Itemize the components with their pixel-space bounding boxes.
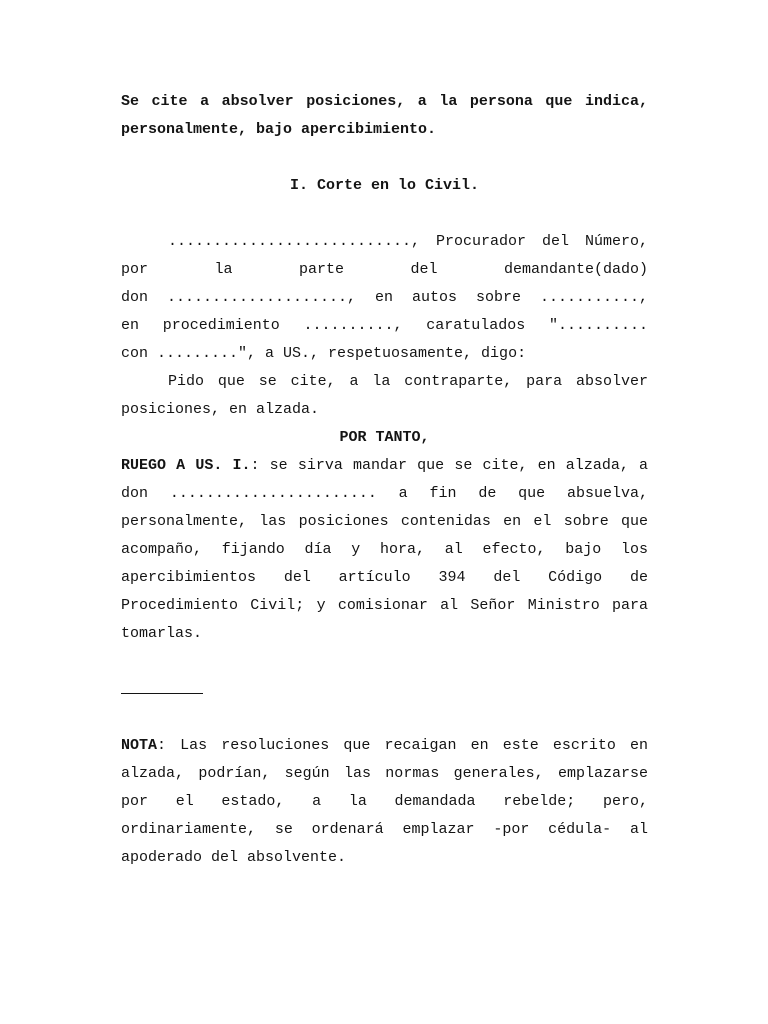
nota-line-text: : Las resoluciones que recaigan en este escrito en	[157, 737, 648, 754]
petition-lead: RUEGO A US. I.	[121, 457, 251, 474]
nota-line: por el estado, a la demandada rebelde; pero,	[121, 793, 648, 810]
intro-line: ..........................., Procurador del Número,	[168, 233, 648, 250]
petition-line: Procedimiento Civil; y comisionar al Señor Ministro para	[121, 597, 648, 614]
petition-line: tomarlas.	[121, 625, 203, 642]
petition-line: acompaño, fijando día y hora, al efecto, bajo los	[121, 541, 648, 558]
blank-line	[121, 704, 648, 732]
intro-line: con .........", a US., respetuosamente, digo:	[121, 345, 527, 362]
document-body	[121, 88, 648, 872]
petition-line-text: : se sirva mandar que se cite, en alzada, a	[250, 457, 648, 474]
intro-line: don ...................., en autos sobre ...........,	[121, 289, 648, 306]
nota-line: alzada, podrían, según las normas generales, emplazarse	[121, 765, 648, 782]
intro-line: por la parte del demandante(dado)	[121, 261, 648, 278]
intro-line: en procedimiento .........., caratulados "..........	[121, 317, 648, 334]
nota-line	[121, 732, 648, 760]
nota-line: ordinariamente, se ordenará emplazar -por cédula- al	[121, 821, 648, 838]
blank-line	[121, 144, 648, 172]
nota-line: apoderado del absolvente.	[121, 849, 347, 866]
court-heading: I. Corte en lo Civil.	[289, 177, 480, 194]
document-title-line-1: Se cite a absolver posiciones, a la persona que indica,	[121, 93, 648, 110]
blank-line	[121, 648, 648, 676]
request-line: Pido que se cite, a la contraparte, para absolver	[168, 373, 648, 390]
petition-line	[121, 452, 648, 480]
request-line: posiciones, en alzada.	[121, 401, 320, 418]
separator-line	[121, 693, 203, 694]
petition-line: personalmente, las posiciones contenidas en el sobre que	[121, 513, 648, 530]
petition-line: apercibimientos del artículo 394 del Código de	[121, 569, 648, 586]
document-title-line-2: personalmente, bajo apercibimiento.	[121, 121, 437, 138]
separator-row	[121, 676, 648, 704]
nota-label: NOTA	[121, 737, 158, 754]
petition-line: don ....................... a fin de que absuelva,	[121, 485, 648, 502]
blank-line	[121, 200, 648, 228]
por-tanto-heading: POR TANTO,	[339, 429, 430, 446]
